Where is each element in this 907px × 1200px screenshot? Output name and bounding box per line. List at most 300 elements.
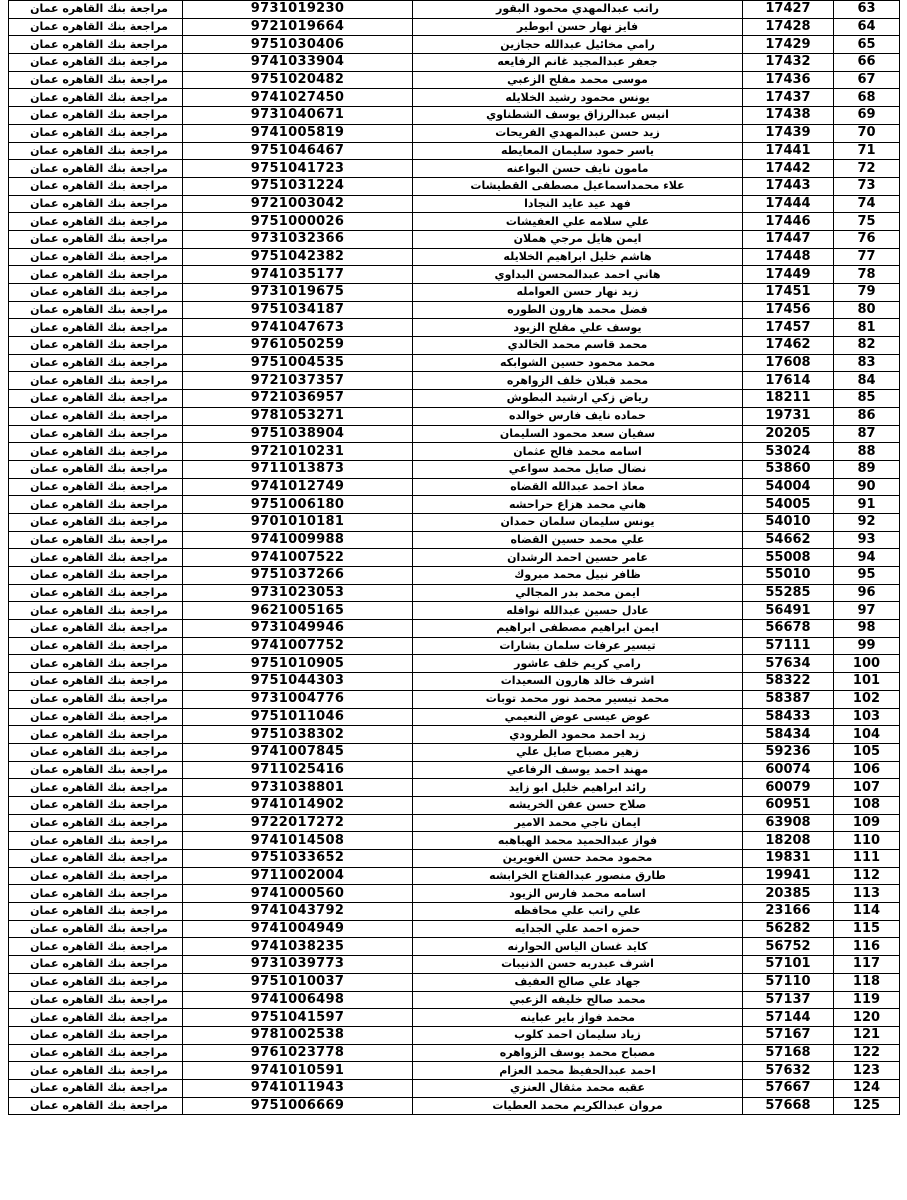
seq-cell: 81: [834, 319, 900, 337]
national-id-cell: 9751037266: [183, 567, 413, 585]
number-cell: 17608: [743, 354, 834, 372]
national-id-cell: 9741027450: [183, 89, 413, 107]
national-id-cell: 9741007752: [183, 637, 413, 655]
note-cell: مراجعة بنك القاهره عمان: [9, 1026, 183, 1044]
table-row: [9, 372, 900, 390]
table-row: [9, 478, 900, 496]
national-id-cell: 9711002004: [183, 867, 413, 885]
national-id-cell: 9741035177: [183, 266, 413, 284]
national-id-cell: 9751033652: [183, 850, 413, 868]
national-id-cell: 9721036957: [183, 390, 413, 408]
seq-cell: 113: [834, 885, 900, 903]
note-cell: مراجعة بنك القاهره عمان: [9, 850, 183, 868]
number-cell: 54010: [743, 513, 834, 531]
seq-cell: 101: [834, 673, 900, 691]
seq-cell: 119: [834, 991, 900, 1009]
note-cell: مراجعة بنك القاهره عمان: [9, 796, 183, 814]
national-id-cell: 9721010231: [183, 443, 413, 461]
national-id-cell: 9711013873: [183, 460, 413, 478]
national-id-cell: 9761050259: [183, 337, 413, 355]
names-table: [8, 0, 900, 1115]
note-cell: مراجعة بنك القاهره عمان: [9, 266, 183, 284]
seq-cell: 65: [834, 36, 900, 54]
number-cell: 18208: [743, 832, 834, 850]
name-cell: يونس سليمان سلمان حمدان: [413, 513, 743, 531]
table-row: [9, 903, 900, 921]
seq-cell: 120: [834, 1009, 900, 1027]
note-cell: مراجعة بنك القاهره عمان: [9, 655, 183, 673]
national-id-cell: 9751006180: [183, 496, 413, 514]
note-cell: مراجعة بنك القاهره عمان: [9, 1044, 183, 1062]
table-row: [9, 284, 900, 302]
name-cell: طارق منصور عبدالفتاح الخرابشه: [413, 867, 743, 885]
note-cell: مراجعة بنك القاهره عمان: [9, 107, 183, 125]
seq-cell: 110: [834, 832, 900, 850]
number-cell: 57167: [743, 1026, 834, 1044]
table-row: [9, 726, 900, 744]
note-cell: مراجعة بنك القاهره عمان: [9, 1097, 183, 1115]
number-cell: 56282: [743, 920, 834, 938]
name-cell: مامون نايف حسن البواعنه: [413, 160, 743, 178]
national-id-cell: 9751030406: [183, 36, 413, 54]
note-cell: مراجعة بنك القاهره عمان: [9, 160, 183, 178]
seq-cell: 71: [834, 142, 900, 160]
national-id-cell: 9751010905: [183, 655, 413, 673]
number-cell: 19831: [743, 850, 834, 868]
national-id-cell: 9751044303: [183, 673, 413, 691]
number-cell: 53024: [743, 443, 834, 461]
number-cell: 17451: [743, 284, 834, 302]
seq-cell: 118: [834, 973, 900, 991]
number-cell: 57168: [743, 1044, 834, 1062]
name-cell: ايمان ناجي محمد الامير: [413, 814, 743, 832]
national-id-cell: 9741014508: [183, 832, 413, 850]
national-id-cell: 9741012749: [183, 478, 413, 496]
seq-cell: 122: [834, 1044, 900, 1062]
national-id-cell: 9711025416: [183, 761, 413, 779]
seq-cell: 86: [834, 407, 900, 425]
name-cell: ايمن هايل مرجي هملان: [413, 230, 743, 248]
seq-cell: 70: [834, 124, 900, 142]
name-cell: عقبه محمد مثقال العنزي: [413, 1079, 743, 1097]
seq-cell: 75: [834, 213, 900, 231]
number-cell: 17444: [743, 195, 834, 213]
number-cell: 17462: [743, 337, 834, 355]
number-cell: 17443: [743, 177, 834, 195]
seq-cell: 92: [834, 513, 900, 531]
table-row: [9, 89, 900, 107]
name-cell: فايز نهار حسن ابوطير: [413, 18, 743, 36]
name-cell: عوض عيسى عوض النعيمي: [413, 708, 743, 726]
table-row: [9, 213, 900, 231]
number-cell: 60074: [743, 761, 834, 779]
name-cell: صلاح حسن عفن الخريشه: [413, 796, 743, 814]
number-cell: 17456: [743, 301, 834, 319]
note-cell: مراجعة بنك القاهره عمان: [9, 89, 183, 107]
note-cell: مراجعة بنك القاهره عمان: [9, 779, 183, 797]
number-cell: 54662: [743, 531, 834, 549]
number-cell: 17436: [743, 71, 834, 89]
table-row: [9, 531, 900, 549]
number-cell: 60951: [743, 796, 834, 814]
seq-cell: 116: [834, 938, 900, 956]
table-row: [9, 107, 900, 125]
seq-cell: 105: [834, 743, 900, 761]
national-id-cell: 9751038904: [183, 425, 413, 443]
number-cell: 55285: [743, 584, 834, 602]
seq-cell: 123: [834, 1062, 900, 1080]
name-cell: احمد عبدالحفيظ محمد العزام: [413, 1062, 743, 1080]
name-cell: علاء محمداسماعيل مصطفى القطيشات: [413, 177, 743, 195]
note-cell: مراجعة بنك القاهره عمان: [9, 142, 183, 160]
number-cell: 55008: [743, 549, 834, 567]
national-id-cell: 9751004535: [183, 354, 413, 372]
seq-cell: 106: [834, 761, 900, 779]
national-id-cell: 9751006669: [183, 1097, 413, 1115]
table-row: [9, 673, 900, 691]
number-cell: 17446: [743, 213, 834, 231]
table-row: [9, 36, 900, 54]
table-row: [9, 814, 900, 832]
name-cell: هاني محمد هزاع حراحشه: [413, 496, 743, 514]
table-row: [9, 513, 900, 531]
note-cell: مراجعة بنك القاهره عمان: [9, 938, 183, 956]
name-cell: علي محمد حسين القضاه: [413, 531, 743, 549]
number-cell: 17441: [743, 142, 834, 160]
number-cell: 57632: [743, 1062, 834, 1080]
note-cell: مراجعة بنك القاهره عمان: [9, 690, 183, 708]
name-cell: ياسر حمود سليمان المعايطه: [413, 142, 743, 160]
table-row: [9, 620, 900, 638]
number-cell: 56491: [743, 602, 834, 620]
national-id-cell: 9721003042: [183, 195, 413, 213]
seq-cell: 124: [834, 1079, 900, 1097]
note-cell: مراجعة بنك القاهره عمان: [9, 726, 183, 744]
seq-cell: 115: [834, 920, 900, 938]
seq-cell: 80: [834, 301, 900, 319]
note-cell: مراجعة بنك القاهره عمان: [9, 319, 183, 337]
name-cell: جهاد علي صالح العفيف: [413, 973, 743, 991]
note-cell: مراجعة بنك القاهره عمان: [9, 549, 183, 567]
name-cell: زيد احمد محمود الطرودي: [413, 726, 743, 744]
seq-cell: 111: [834, 850, 900, 868]
table-row: [9, 425, 900, 443]
seq-cell: 85: [834, 390, 900, 408]
name-cell: عادل حسين عبدالله نوافله: [413, 602, 743, 620]
number-cell: 57137: [743, 991, 834, 1009]
number-cell: 23166: [743, 903, 834, 921]
name-cell: ايمن محمد بدر المجالي: [413, 584, 743, 602]
seq-cell: 82: [834, 337, 900, 355]
national-id-cell: 9741033904: [183, 54, 413, 72]
seq-cell: 74: [834, 195, 900, 213]
national-id-cell: 9741007845: [183, 743, 413, 761]
number-cell: 57634: [743, 655, 834, 673]
note-cell: مراجعة بنك القاهره عمان: [9, 354, 183, 372]
name-cell: نضال صايل محمد سواعي: [413, 460, 743, 478]
note-cell: مراجعة بنك القاهره عمان: [9, 425, 183, 443]
note-cell: مراجعة بنك القاهره عمان: [9, 743, 183, 761]
note-cell: مراجعة بنك القاهره عمان: [9, 920, 183, 938]
national-id-cell: 9781053271: [183, 407, 413, 425]
name-cell: تيسير عرفات سلمان بشارات: [413, 637, 743, 655]
national-id-cell: 9751041723: [183, 160, 413, 178]
national-id-cell: 9751034187: [183, 301, 413, 319]
table-row: [9, 443, 900, 461]
seq-cell: 114: [834, 903, 900, 921]
table-row: [9, 850, 900, 868]
seq-cell: 68: [834, 89, 900, 107]
note-cell: مراجعة بنك القاهره عمان: [9, 443, 183, 461]
seq-cell: 76: [834, 230, 900, 248]
national-id-cell: 9731004776: [183, 690, 413, 708]
national-id-cell: 9741004949: [183, 920, 413, 938]
table-row: [9, 18, 900, 36]
seq-cell: 67: [834, 71, 900, 89]
table-row: [9, 124, 900, 142]
seq-cell: 66: [834, 54, 900, 72]
note-cell: مراجعة بنك القاهره عمان: [9, 602, 183, 620]
national-id-cell: 9741005819: [183, 124, 413, 142]
table-row: [9, 885, 900, 903]
table-row: [9, 1026, 900, 1044]
seq-cell: 99: [834, 637, 900, 655]
table-row: [9, 761, 900, 779]
table-row: [9, 655, 900, 673]
seq-cell: 64: [834, 18, 900, 36]
national-id-cell: 9741006498: [183, 991, 413, 1009]
number-cell: 58434: [743, 726, 834, 744]
name-cell: مصباح محمد يوسف الزواهره: [413, 1044, 743, 1062]
name-cell: هاشم خليل ابراهيم الخلايله: [413, 248, 743, 266]
name-cell: محمود محمد حسن الغويرين: [413, 850, 743, 868]
national-id-cell: 9751031224: [183, 177, 413, 195]
note-cell: مراجعة بنك القاهره عمان: [9, 372, 183, 390]
table-row: [9, 301, 900, 319]
name-cell: زيد نهار حسن العوامله: [413, 284, 743, 302]
seq-cell: 95: [834, 567, 900, 585]
name-cell: محمد قبلان خلف الزواهره: [413, 372, 743, 390]
seq-cell: 91: [834, 496, 900, 514]
note-cell: مراجعة بنك القاهره عمان: [9, 832, 183, 850]
table-row: [9, 796, 900, 814]
name-cell: كايد غسان الياس الحوارنه: [413, 938, 743, 956]
table-row: [9, 230, 900, 248]
seq-cell: 93: [834, 531, 900, 549]
table-row: [9, 460, 900, 478]
name-cell: محمد قاسم محمد الخالدي: [413, 337, 743, 355]
note-cell: مراجعة بنك القاهره عمان: [9, 620, 183, 638]
name-cell: حمزه احمد علي الجدايه: [413, 920, 743, 938]
name-cell: جعفر عبدالمجيد غانم الرفايعه: [413, 54, 743, 72]
number-cell: 54004: [743, 478, 834, 496]
name-cell: عامر حسين احمد الرشدان: [413, 549, 743, 567]
number-cell: 17439: [743, 124, 834, 142]
name-cell: علي سلامه علي العفيشات: [413, 213, 743, 231]
number-cell: 57144: [743, 1009, 834, 1027]
number-cell: 57668: [743, 1097, 834, 1115]
number-cell: 18211: [743, 390, 834, 408]
name-cell: معاذ احمد عبدالله القضاه: [413, 478, 743, 496]
note-cell: مراجعة بنك القاهره عمان: [9, 124, 183, 142]
note-cell: مراجعة بنك القاهره عمان: [9, 248, 183, 266]
note-cell: مراجعة بنك القاهره عمان: [9, 708, 183, 726]
number-cell: 17432: [743, 54, 834, 72]
table-row: [9, 567, 900, 585]
seq-cell: 96: [834, 584, 900, 602]
table-row: [9, 584, 900, 602]
seq-cell: 89: [834, 460, 900, 478]
national-id-cell: 9741010591: [183, 1062, 413, 1080]
table-row: [9, 54, 900, 72]
table-row: [9, 195, 900, 213]
national-id-cell: 9741000560: [183, 885, 413, 903]
name-cell: زهير مصباح صايل علي: [413, 743, 743, 761]
note-cell: مراجعة بنك القاهره عمان: [9, 885, 183, 903]
number-cell: 54005: [743, 496, 834, 514]
national-id-cell: 9751020482: [183, 71, 413, 89]
national-id-cell: 9781002538: [183, 1026, 413, 1044]
table-row: [9, 920, 900, 938]
name-cell: فضل محمد هارون الطوره: [413, 301, 743, 319]
seq-cell: 77: [834, 248, 900, 266]
note-cell: مراجعة بنك القاهره عمان: [9, 584, 183, 602]
name-cell: هاني احمد عبدالمحسن البداوي: [413, 266, 743, 284]
table-row: [9, 337, 900, 355]
number-cell: 56678: [743, 620, 834, 638]
note-cell: مراجعة بنك القاهره عمان: [9, 301, 183, 319]
number-cell: 63908: [743, 814, 834, 832]
table-row: [9, 142, 900, 160]
table-row: [9, 407, 900, 425]
seq-cell: 94: [834, 549, 900, 567]
table-row: [9, 1079, 900, 1097]
name-cell: حماده نايف فارس خوالده: [413, 407, 743, 425]
name-cell: ظافر نبيل محمد مبروك: [413, 567, 743, 585]
table-row: [9, 690, 900, 708]
national-id-cell: 9731019675: [183, 284, 413, 302]
national-id-cell: 9731049946: [183, 620, 413, 638]
note-cell: مراجعة بنك القاهره عمان: [9, 1079, 183, 1097]
national-id-cell: 9751041597: [183, 1009, 413, 1027]
national-id-cell: 9751000026: [183, 213, 413, 231]
seq-cell: 109: [834, 814, 900, 832]
national-id-cell: 9731040671: [183, 107, 413, 125]
name-cell: فهد عيد عايد النجادا: [413, 195, 743, 213]
seq-cell: 97: [834, 602, 900, 620]
table-row: [9, 354, 900, 372]
note-cell: مراجعة بنك القاهره عمان: [9, 903, 183, 921]
table-row: [9, 867, 900, 885]
number-cell: 57110: [743, 973, 834, 991]
name-cell: محمد تيسير محمد نور محمد توبات: [413, 690, 743, 708]
number-cell: 57667: [743, 1079, 834, 1097]
table-row: [9, 549, 900, 567]
table-row: [9, 1, 900, 19]
note-cell: مراجعة بنك القاهره عمان: [9, 956, 183, 974]
table-row: [9, 1062, 900, 1080]
number-cell: 17442: [743, 160, 834, 178]
name-cell: سفيان سعد محمود السليمان: [413, 425, 743, 443]
note-cell: مراجعة بنك القاهره عمان: [9, 814, 183, 832]
note-cell: مراجعة بنك القاهره عمان: [9, 513, 183, 531]
national-id-cell: 9751046467: [183, 142, 413, 160]
table-row: [9, 319, 900, 337]
note-cell: مراجعة بنك القاهره عمان: [9, 973, 183, 991]
number-cell: 58322: [743, 673, 834, 691]
name-cell: اشرف عبدربه حسن الذنيبات: [413, 956, 743, 974]
table-row: [9, 743, 900, 761]
note-cell: مراجعة بنك القاهره عمان: [9, 36, 183, 54]
number-cell: 19731: [743, 407, 834, 425]
table-row: [9, 177, 900, 195]
national-id-cell: 9731038801: [183, 779, 413, 797]
note-cell: مراجعة بنك القاهره عمان: [9, 195, 183, 213]
note-cell: مراجعة بنك القاهره عمان: [9, 567, 183, 585]
national-id-cell: 9741038235: [183, 938, 413, 956]
table-row: [9, 266, 900, 284]
number-cell: 58387: [743, 690, 834, 708]
seq-cell: 63: [834, 1, 900, 19]
table-row: [9, 779, 900, 797]
number-cell: 17457: [743, 319, 834, 337]
number-cell: 17427: [743, 1, 834, 19]
table-row: [9, 71, 900, 89]
number-cell: 20385: [743, 885, 834, 903]
national-id-cell: 9751038302: [183, 726, 413, 744]
seq-cell: 83: [834, 354, 900, 372]
name-cell: زيد حسن عبدالمهدي الفريحات: [413, 124, 743, 142]
seq-cell: 73: [834, 177, 900, 195]
note-cell: مراجعة بنك القاهره عمان: [9, 177, 183, 195]
name-cell: زياد سليمان احمد كلوب: [413, 1026, 743, 1044]
number-cell: 57101: [743, 956, 834, 974]
name-cell: مروان عبدالكريم محمد العطيات: [413, 1097, 743, 1115]
note-cell: مراجعة بنك القاهره عمان: [9, 18, 183, 36]
number-cell: 56752: [743, 938, 834, 956]
number-cell: 19941: [743, 867, 834, 885]
note-cell: مراجعة بنك القاهره عمان: [9, 390, 183, 408]
name-cell: رياض زكي ارشيد البطوش: [413, 390, 743, 408]
number-cell: 17428: [743, 18, 834, 36]
table-row: [9, 1009, 900, 1027]
national-id-cell: 9701010181: [183, 513, 413, 531]
note-cell: مراجعة بنك القاهره عمان: [9, 460, 183, 478]
table-row: [9, 956, 900, 974]
name-cell: محمد محمود حسين الشوابكه: [413, 354, 743, 372]
national-id-cell: 9731023053: [183, 584, 413, 602]
note-cell: مراجعة بنك القاهره عمان: [9, 1, 183, 19]
note-cell: مراجعة بنك القاهره عمان: [9, 478, 183, 496]
table-row: [9, 496, 900, 514]
note-cell: مراجعة بنك القاهره عمان: [9, 531, 183, 549]
number-cell: 17437: [743, 89, 834, 107]
name-cell: محمد فواز باير عباينه: [413, 1009, 743, 1027]
note-cell: مراجعة بنك القاهره عمان: [9, 637, 183, 655]
number-cell: 17447: [743, 230, 834, 248]
table-row: [9, 832, 900, 850]
national-id-cell: 9751011046: [183, 708, 413, 726]
name-cell: موسى محمد مفلح الزعبي: [413, 71, 743, 89]
name-cell: علي راتب علي محافظه: [413, 903, 743, 921]
seq-cell: 69: [834, 107, 900, 125]
national-id-cell: 9731019230: [183, 1, 413, 19]
seq-cell: 102: [834, 690, 900, 708]
national-id-cell: 9731032366: [183, 230, 413, 248]
national-id-cell: 9761023778: [183, 1044, 413, 1062]
name-cell: اشرف خالد هارون السعيدات: [413, 673, 743, 691]
number-cell: 57111: [743, 637, 834, 655]
